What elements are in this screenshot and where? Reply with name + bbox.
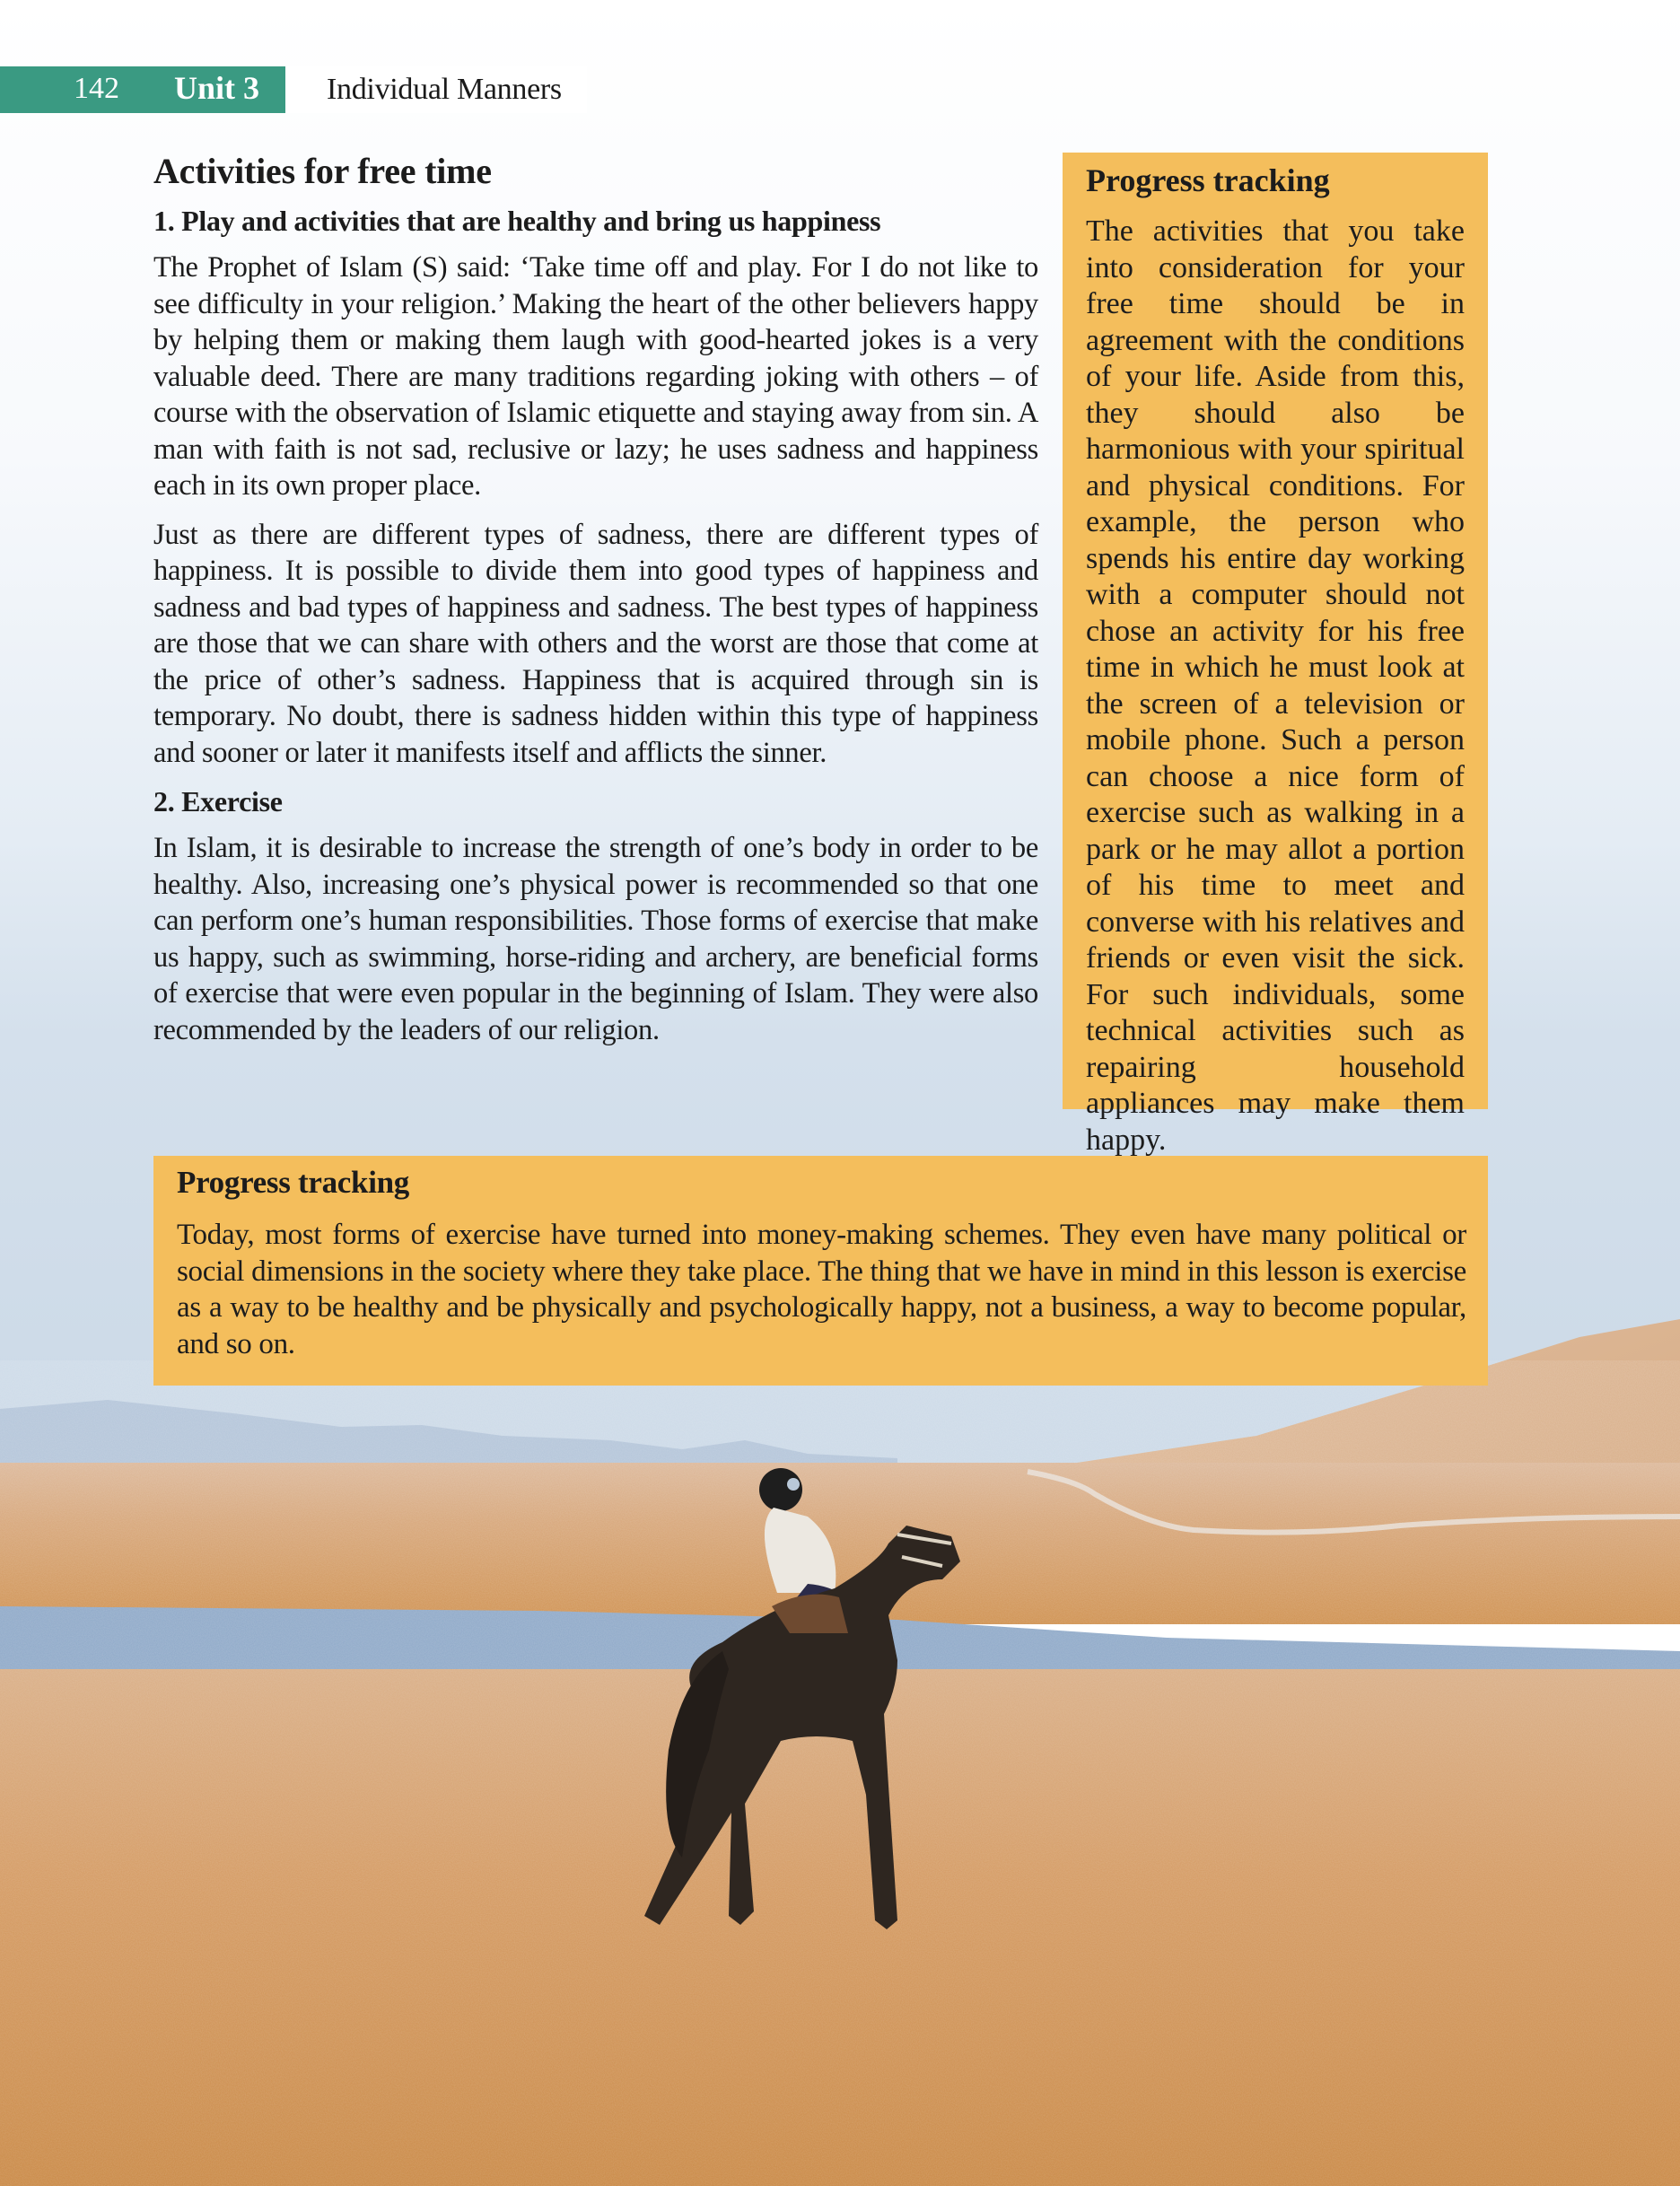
section-heading-play: 1. Play and activities that are healthy and bring us happiness <box>153 205 881 237</box>
page-number: 142 <box>74 72 119 105</box>
paragraph: The Prophet of Islam (S) said: ‘Take time off and play. For I do not like to see difficulty in your religion.’ Making the heart of the other believers happy by helping them or making them laugh with good-hearted jokes is a very valuable deed. There are many traditions regarding joking with others – of course with the observation of Islamic etiquette and staying away from sin. A man with faith is not sad, reclusive or lazy; he uses sadness and happiness each in its own proper place. <box>153 251 1038 502</box>
main-content <box>153 149 1038 1061</box>
progress-tracking-bottom-box <box>153 1156 1488 1386</box>
section-heading-exercise: 2. Exercise <box>153 785 283 818</box>
box-text: The activities that you take into consideration for your free time should be in agreement with the conditions of your life. Aside from this, they should also be harmonious with your spiritual and physical conditions. For example, the person who spends his entire day working with a computer should not chose an activity for his free time in which he must look at the screen of a television or mobile phone. Such a person can choose a nice form of exercise such as walking in a park or he may allot a portion of his time to meet and converse with his relatives and friends or even visit the sick. For such individuals, some technical activities such as repairing household appliances may make them happy. <box>1086 214 1465 1157</box>
page-title: Activities for free time <box>153 151 492 191</box>
unit-label: Unit 3 <box>174 70 260 106</box>
box-title: Progress tracking <box>177 1165 409 1200</box>
chapter-title: Individual Manners <box>327 73 562 106</box>
box-text: Today, most forms of exercise have turned into money-making schemes. They even have many political or social dimensions in the society where they take place. The thing that we have in mind in this lesson is exercise as a way to be healthy and be physically and psychologically happy, not a business, a way to become popular, and so on. <box>177 1219 1466 1360</box>
box-title: Progress tracking <box>1086 162 1330 198</box>
paragraph: In Islam, it is desirable to increase the strength of one’s body in order to be healthy. Also, increasing one’s physical power is recommended so that one can perform one’s human responsibilities. Those forms of exercise that make us happy, such as swimming, horse-riding and archery, are beneficial forms of exercise that were even popular in the beginning of Islam. They were also recommended by the leaders of our religion. <box>153 832 1038 1046</box>
paragraph: Just as there are different types of sadness, there are different types of happiness. It is possible to divide them into good types of happiness and sadness and bad types of happiness and sadness. The best types of happiness are those that we can share with others and the worst are those that come at the price of other’s sadness. Happiness that is acquired through sin is temporary. No doubt, there is sadness hidden within this type of happiness and sooner or later it manifests itself and afflicts the sinner. <box>153 518 1038 769</box>
progress-tracking-sidebar-box <box>1063 153 1488 1157</box>
